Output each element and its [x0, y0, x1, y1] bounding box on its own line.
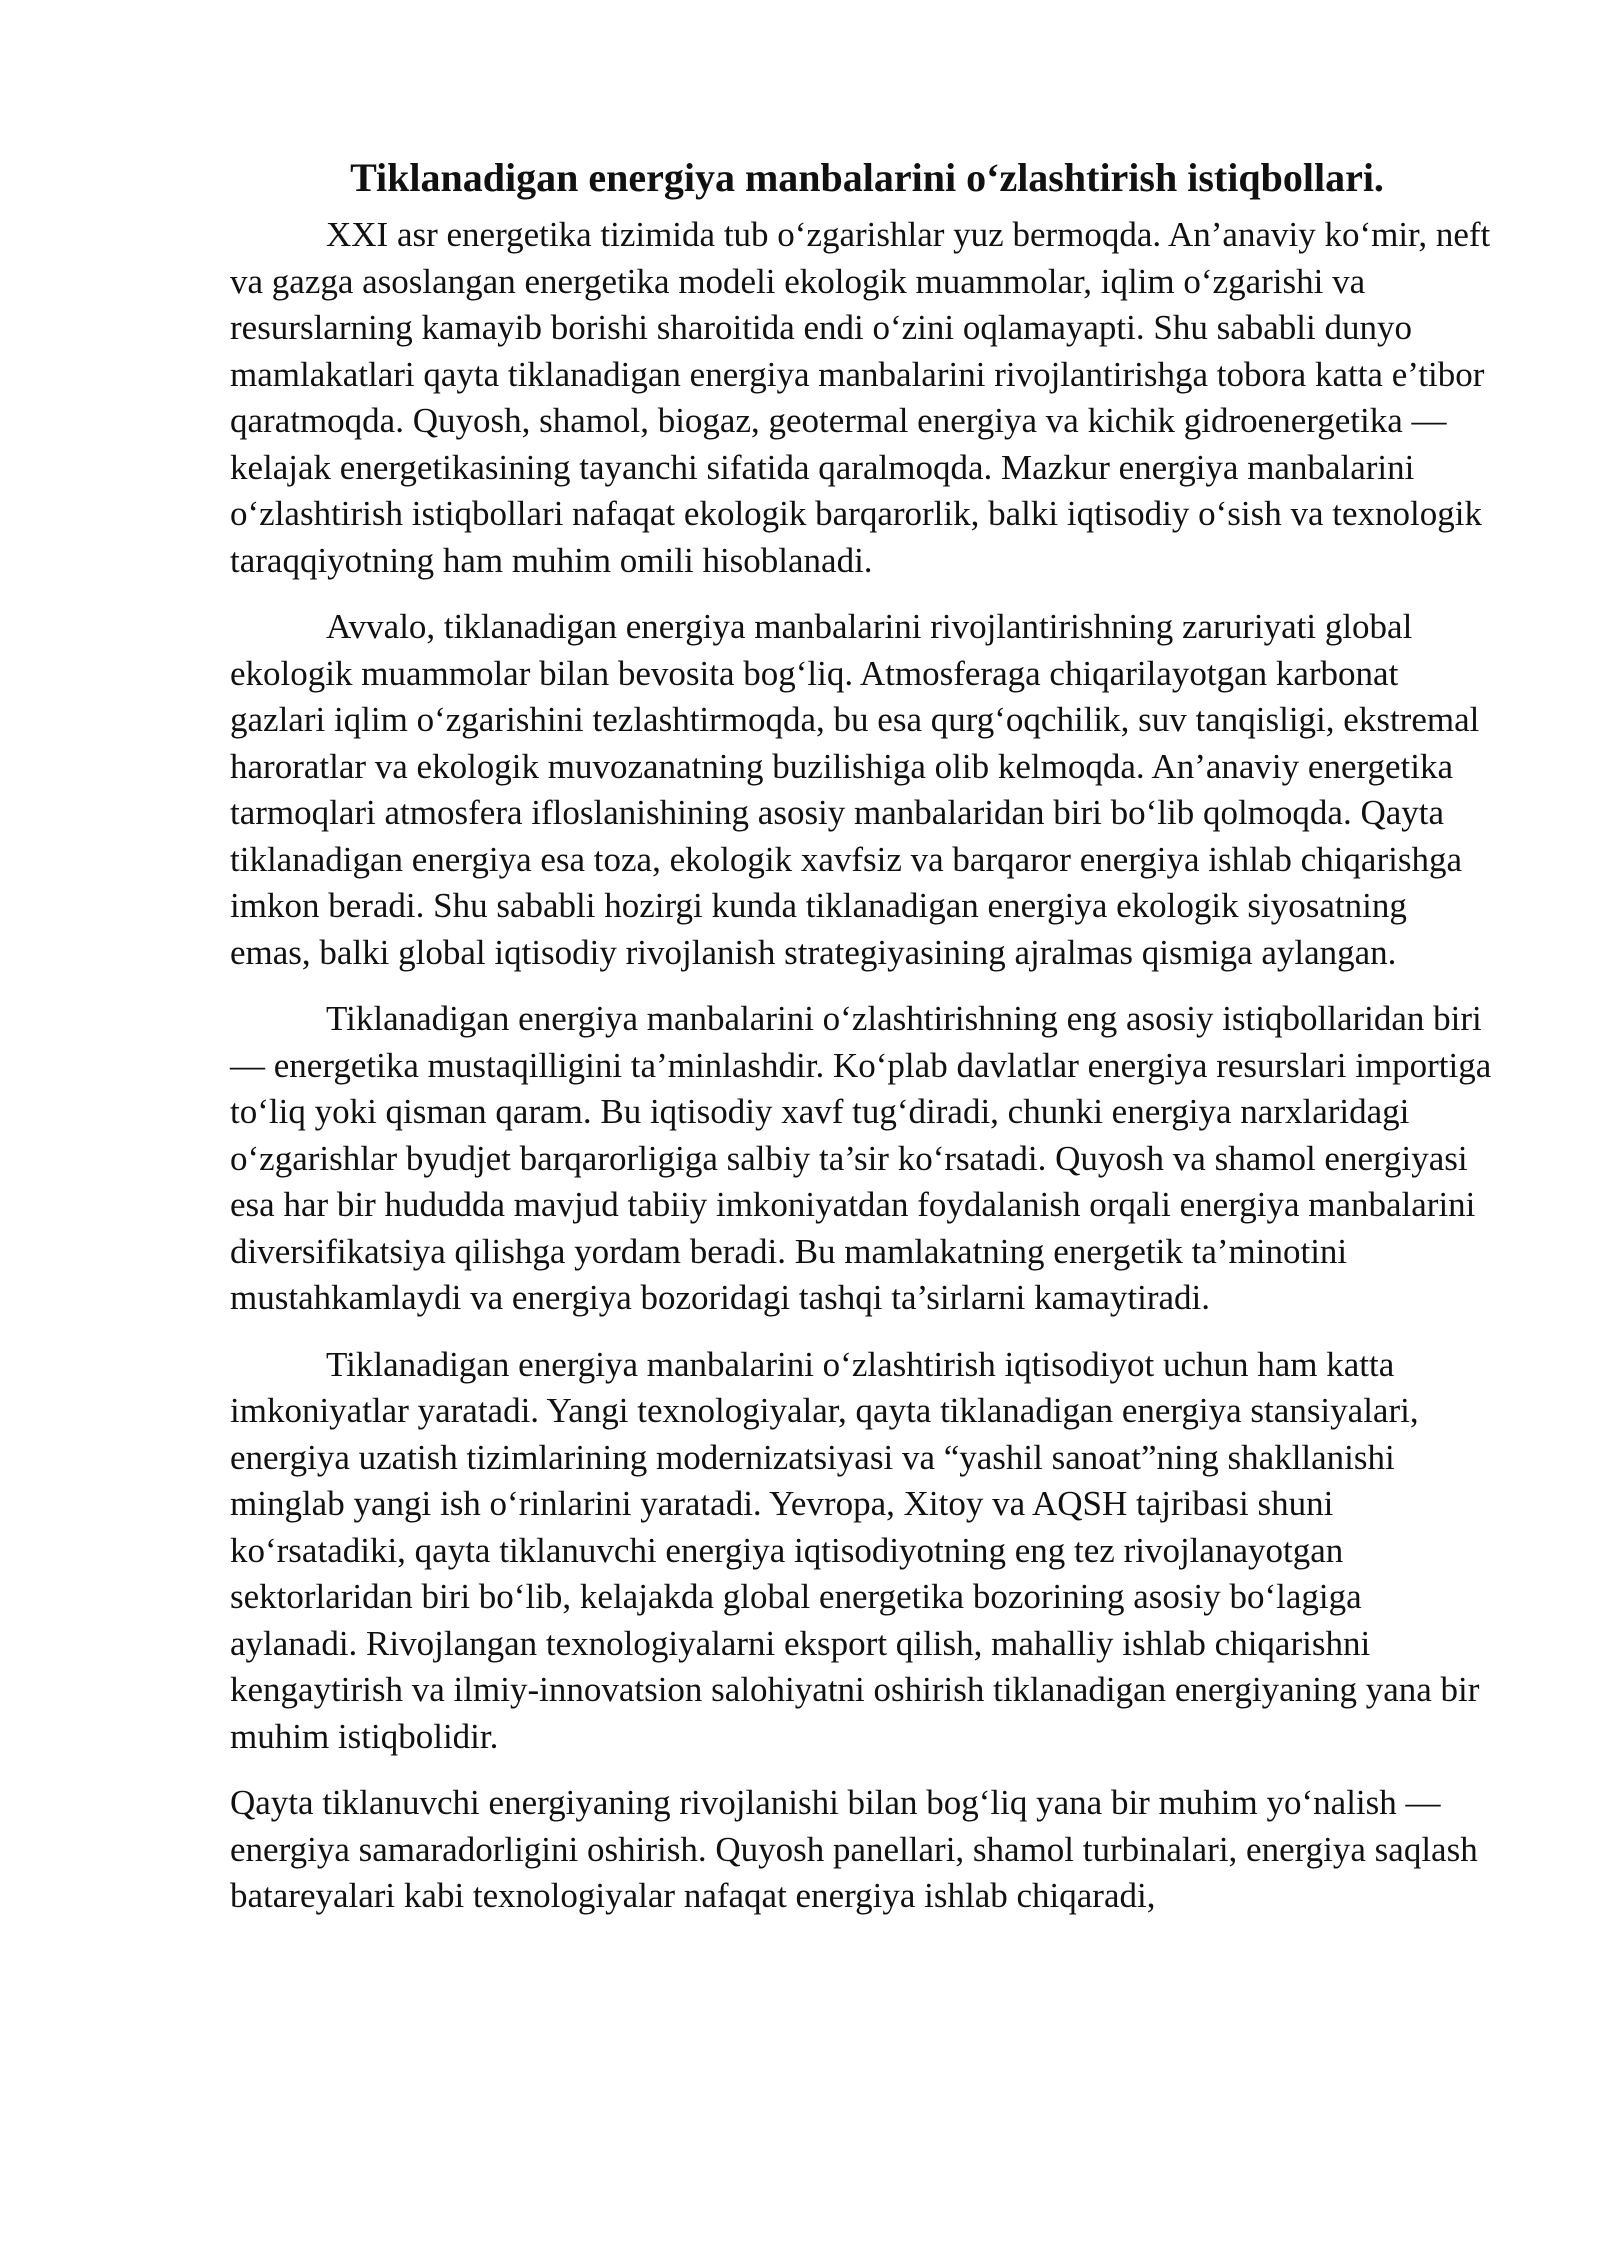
- paragraph-5: Qayta tiklanuvchi energiyaning rivojlanishi bilan bog‘liq yana bir muhim yo‘nalish — energiya samaradorligini oshirish. Quyosh panellari, shamol turbinalari, energiya saqlash batareyalari kabi texnologiyalar nafaqat energiya ishlab chiqaradi,: [230, 1783, 1478, 1915]
- paragraph-2: Avvalo, tiklanadigan energiya manbalarini rivojlantirishning zaruriyati global ekologik muammolar bilan bevosita bog‘liq. Atmosferaga chiqarilayotgan karbonat gazlari iqlim o‘zgarishini tezlashtirmoqda, bu esa qurg‘oqchilik, suv tanqisligi, ekstremal haroratlar va ekologik muvozanatning buzilishiga olib kelmoqda. An’anaviy energetika tarmoqlari atmosfera ifloslanishining asosiy manbalaridan biri bo‘lib qolmoqda. Qayta tiklanadigan energiya esa toza, ekologik xavfsiz va barqaror energiya ishlab chiqarishga imkon beradi. Shu sababli hozirgi kunda tiklanadigan energiya ekologik siyosatning emas, balki global iqtisodiy rivojlanish strategiyasining ajralmas qismiga aylangan.: [230, 607, 1480, 972]
- document-body: [230, 150, 1492, 1940]
- paragraph-4: Tiklanadigan energiya manbalarini o‘zlashtirish iqtisodiyot uchun ham katta imkoniyatlar yaratadi. Yangi texnologiyalar, qayta tiklanadigan energiya stansiyalari, energiya uzatish tizimlarining modernizatsiyasi va “yashil sanoat”ning shakllanishi minglab yangi ish o‘rinlarini yaratadi. Yevropa, Xitoy va AQSH tajribasi shuni ko‘rsatadiki, qayta tiklanuvchi energiya iqtisodiyotning eng tez rivojlanayotgan sektorlaridan biri bo‘lib, kelajakda global energetika bozorining asosiy bo‘lagiga aylanadi. Rivojlangan texnologiyalarni eksport qilish, mahalliy ishlab chiqarishni kengaytirish va ilmiy-innovatsion salohiyatni oshirish tiklanadigan energiyaning yana bir muhim istiqbolidir.: [230, 1344, 1480, 1756]
- paragraph-3: Tiklanadigan energiya manbalarini o‘zlashtirishning eng asosiy istiqbollaridan biri — energetika mustaqilligini ta’minlashdir. Ko‘plab davlatlar energiya resurslari importiga to‘liq yoki qisman qaram. Bu iqtisodiy xavf tug‘diradi, chunki energiya narxlaridagi o‘zgarishlar byudjet barqarorligiga salbiy ta’sir ko‘rsatadi. Quyosh va shamol energiyasi esa har bir hududda mavjud tabiiy imkoniyatdan foydalanish orqali energiya manbalarini diversifikatsiya qilishga yordam beradi. Bu mamlakatning energetik ta’minotini mustahkamlaydi va energiya bozoridagi tashqi ta’sirlarni kamaytiradi.: [230, 999, 1492, 1317]
- document-title: Tiklanadigan energiya manbalarini o‘zlashtirish istiqbollari.: [350, 155, 1384, 200]
- paragraph-1: XXI asr energetika tizimida tub o‘zgarishlar yuz bermoqda. An’anaviy ko‘mir, neft va gazga asoslangan energetika modeli ekologik muammolar, iqlim o‘zgarishi va resurslarning kamayib borishi sharoitida endi o‘zini oqlamayapti. Shu sababli dunyo mamlakatlari qayta tiklanadigan energiya manbalarini rivojlantirishga tobora katta e’tibor qaratmoqda. Quyosh, shamol, biogaz, geotermal energiya va kichik gidroenergetika — kelajak energetikasining tayanchi sifatida qaralmoqda. Mazkur energiya manbalarini o‘zlashtirish istiqbollari nafaqat ekologik barqarorlik, balki iqtisodiy o‘sish va texnologik taraqqiyotning ham muhim omili hisoblanadi.: [230, 215, 1491, 580]
